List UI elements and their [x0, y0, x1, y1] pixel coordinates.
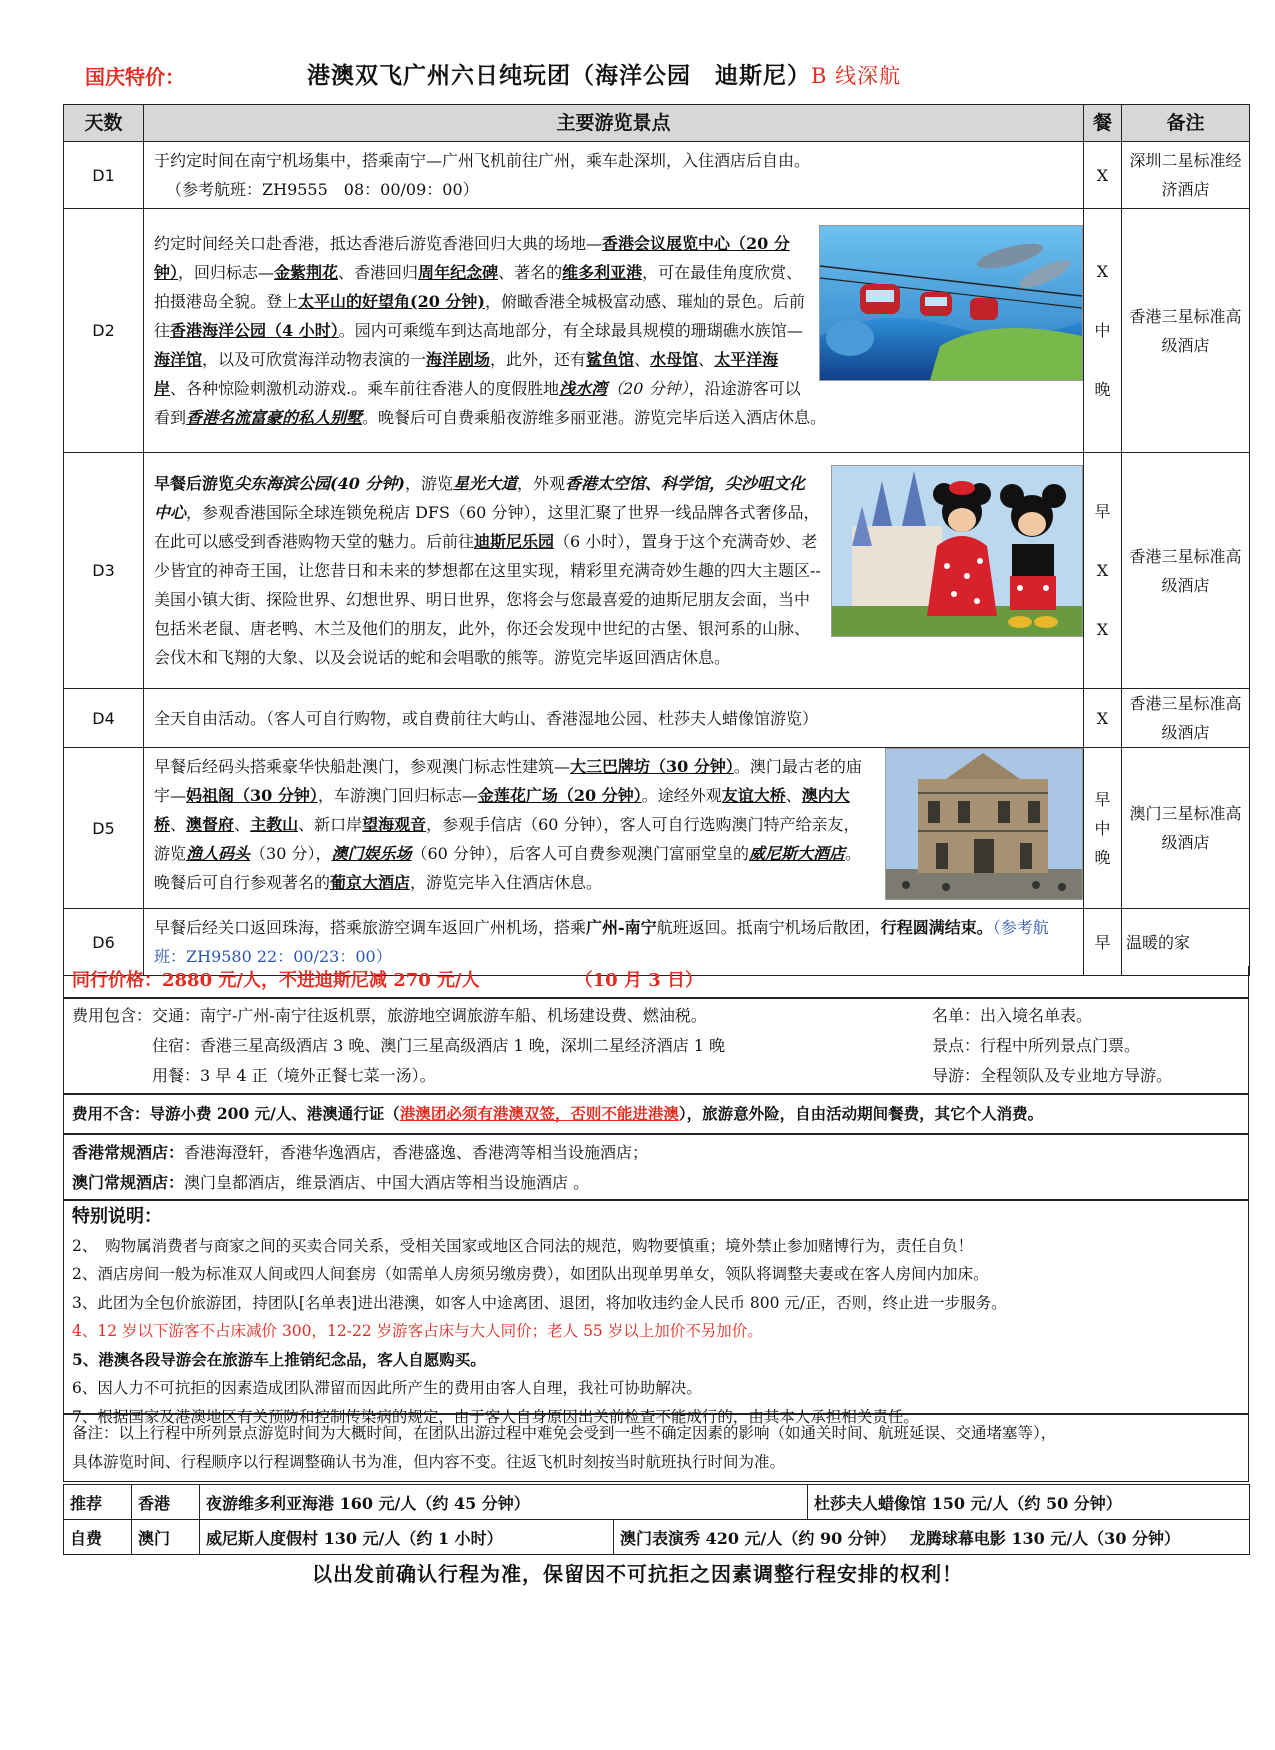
recommend-label: 推荐	[64, 1485, 132, 1520]
text-segment: ，此外，还有	[490, 350, 587, 369]
day-label: D4	[64, 689, 144, 748]
day-description	[144, 453, 1084, 689]
day-description	[144, 748, 1084, 909]
text-segment: ，以及可欣赏海洋动物表演的一	[202, 350, 427, 369]
note-item: 2、 购物属消费者与商家之间的买卖合同关系，受相关国家或地区合同法的规范，购物要慎重；境外禁止参加赌博行为，责任自负！	[72, 1236, 974, 1255]
table-header-row	[64, 105, 1250, 142]
meal-cell: X	[1084, 142, 1122, 209]
hk-hotels-label: 香港常规酒店：	[72, 1143, 185, 1162]
text-segment: 早餐后游览	[154, 474, 235, 493]
text-segment: 、	[698, 350, 715, 369]
meal-cell: 早	[1084, 909, 1122, 976]
sight-governor-house: 澳督府	[186, 815, 235, 834]
mo-hotels	[72, 1168, 1240, 1198]
included-transport: 交通：南宁-广州-南宁往返机票，旅游地空调旅游车船、机场建设费、燃油税。	[152, 1006, 707, 1025]
note-item-pricing: 4、12 岁以下游客不占床减价 300，12-22 岁游客占床与大人同价；老人 55 岁以上加价不另加价。	[72, 1322, 763, 1340]
meal-cell: X	[1084, 689, 1122, 748]
table-row-d3	[64, 453, 1250, 689]
desc-line: 于约定时间在南宁机场集中，搭乘南宁—广州飞机前往广州，乘车赴深圳，入住酒店后自由。	[154, 151, 811, 170]
table-row	[64, 1520, 1250, 1555]
region-mo: 澳门	[132, 1520, 200, 1555]
included-guide: 导游：全程领队及专业地方导游。	[932, 1066, 1173, 1085]
text-segment: （20 分钟）	[607, 379, 689, 398]
route-guangzhou-nanning: 广州-南宁	[586, 918, 657, 937]
footer-disclaimer: 以出发前确认行程为准，保留因不可抗拒之因素调整行程安排的权利！	[312, 1562, 963, 1586]
text-segment: （60 分钟），后客人可自费参观澳门富丽堂皇的	[411, 844, 749, 863]
sight-ocean-park: 香港海洋公园（4 小时）	[170, 321, 339, 340]
text-segment: 、	[234, 815, 251, 834]
day-description	[144, 142, 1084, 209]
hotel-note: 香港三星标准高级酒店	[1122, 689, 1250, 748]
peer-price: 同行价格：2880 元/人，不进迪斯尼减 270 元/人	[72, 970, 480, 991]
note-item: 6、因人力不可抗拒的因素造成团队滞留而因此所产生的费用由客人自理，我社可协助解决。	[72, 1379, 702, 1397]
text-segment: 、香港回归	[338, 263, 419, 282]
header-note: 备注	[1122, 105, 1250, 142]
title-text: 港澳双飞广州六日纯玩团（海洋公园 迪斯尼）	[307, 62, 811, 89]
day-label: D3	[64, 453, 144, 689]
recommend-label: 自费	[64, 1520, 132, 1555]
sight-casino: 澳门娱乐场	[331, 844, 412, 863]
remark-line: 备注：以上行程中所列景点游览时间为大概时间，在团队出游过程中难免会受到一些不确定因素的影响（如通关时间、航班延误、交通堵塞等），	[72, 1424, 1057, 1442]
text-segment: ，外观	[517, 474, 566, 493]
extra-mo-venetian: 威尼斯人度假村 130 元/人（约 1 小时）	[200, 1520, 614, 1555]
text-segment: 。园内可乘缆车到达高地部分，有全球最具规模的珊瑚礁水族馆—	[338, 321, 803, 340]
sight-avenue-of-stars: 星光大道	[453, 474, 518, 493]
fees-included	[63, 998, 1249, 1094]
table-row-d5	[64, 748, 1250, 909]
region-hk: 香港	[132, 1485, 200, 1520]
sight-monument: 周年纪念碑	[418, 263, 499, 282]
day-description	[144, 209, 1084, 453]
included-sights: 景点：行程中所列景点门票。	[932, 1036, 1141, 1055]
text-segment: ，车游澳门回归标志—	[317, 786, 478, 805]
included-label: 费用包含：	[72, 1006, 153, 1025]
excluded-text-a: 费用不含：导游小费 200 元/人、港澳通行证（	[72, 1104, 400, 1123]
special-notes-title: 特别说明：	[72, 1206, 162, 1227]
hotel-note: 深圳二星标准经济酒店	[1122, 142, 1250, 209]
text-segment: ，俯瞰香港全城极富动感、璀灿的景色。后前往	[154, 292, 806, 340]
sight-lotus-square: 金莲花广场（20 分钟）	[477, 786, 642, 805]
text-segment: ，沿途游客可以看到	[154, 379, 801, 427]
price-date: （10 月 3 日）	[574, 970, 703, 991]
text-segment: 。途经外观	[641, 786, 722, 805]
text-segment: 、各种惊险刺激机动游戏.。乘车前往香港人的度假胜地	[170, 379, 560, 398]
ocean-park-photo	[819, 225, 1083, 381]
breakfast: 早	[1094, 502, 1111, 521]
included-meals: 用餐：3 早 4 正（境外正餐七菜一汤）。	[152, 1066, 436, 1085]
disneyland-photo	[831, 465, 1083, 637]
hotel-note: 香港三星标准高级酒店	[1122, 209, 1250, 453]
sight-kun-iam: 望海观音	[362, 815, 427, 834]
sight-pacific-pier: 太平洋海岸	[154, 350, 779, 398]
sight-fishermans-wharf: 渔人码头	[186, 844, 251, 863]
extra-hk-harbour: 夜游维多利亚海港 160 元/人（约 45 分钟）	[200, 1485, 808, 1520]
meal-cell	[1084, 209, 1122, 453]
special-offer-label: 国庆特价：	[85, 65, 185, 89]
lunch: X	[1096, 561, 1109, 580]
text-segment: ，参观手信店（60 分钟），客人可自行选购澳门特产给亲友，游览	[154, 815, 860, 863]
sight-lisboa: 葡京大酒店	[330, 873, 411, 892]
remark	[63, 1414, 1249, 1482]
hk-hotels	[72, 1138, 1240, 1168]
sight-bishop-hill: 主教山	[250, 815, 299, 834]
text-segment: 、著名的	[498, 263, 563, 282]
extra-mo-show: 澳门表演秀 420 元/人（约 90 分钟）	[620, 1528, 896, 1548]
sight-space-museum: 香港太空馆、科学馆，尖沙咀文化中心	[154, 474, 806, 522]
text-segment: ，游览	[405, 474, 454, 493]
sight-tst-promenade: 尖东海滨公园(40 分钟)	[234, 474, 405, 493]
day-label: D2	[64, 209, 144, 453]
sight-peak: 太平山的好望角(20 分钟)	[298, 292, 485, 311]
included-line-2	[72, 1031, 1240, 1061]
dinner: 晚	[1094, 847, 1111, 867]
included-line-3	[72, 1061, 1240, 1091]
text-segment: 、	[170, 815, 187, 834]
text-segment: ，参观香港国际全球连锁免税店 DFS（60 分钟），这里汇聚了世界一线品牌各式奢侈品，在此可以感受到香港购物天堂的魅力。后前往	[154, 503, 820, 551]
remark-line: 具体游览时间、行程顺序以行程调整确认书为准，但内容不变。往返飞机时刻按当时航班执行时间为准。	[72, 1452, 786, 1471]
day-label: D1	[64, 142, 144, 209]
sight-shark: 鲨鱼馆	[586, 350, 635, 369]
table-row-d4	[64, 689, 1250, 748]
sight-macau-bridge: 澳内大桥	[154, 786, 850, 834]
mo-hotels-label: 澳门常规酒店：	[72, 1173, 185, 1192]
text-segment: 、	[785, 786, 802, 805]
itinerary-table	[63, 104, 1250, 976]
sight-a-ma-temple: 妈祖阁（30 分钟）	[186, 786, 318, 805]
header-meal: 餐	[1084, 105, 1122, 142]
text-segment: 。晚餐后可自费乘船夜游维多丽亚港。游览完毕后送入酒店休息。	[362, 408, 827, 427]
meal-cell	[1084, 453, 1122, 689]
day-label: D5	[64, 748, 144, 909]
header-sights: 主要游览景点	[144, 105, 1084, 142]
extra-mo-dome: 龙腾球幕电影 130 元/人（30 分钟）	[909, 1528, 1181, 1548]
text-segment: ，可在最佳角度欣赏、拍摄港岛全貌。登上	[154, 263, 803, 311]
table-row	[64, 1485, 1250, 1520]
meal-cell	[1084, 748, 1122, 909]
extra-hk-madame-tussauds: 杜莎夫人蜡像馆 150 元/人（约 50 分钟）	[808, 1485, 1250, 1520]
breakfast: 早	[1094, 789, 1111, 809]
regular-hotels	[63, 1134, 1249, 1200]
note-item: 3、此团为全包价旅游团，持团队[名单表]进出港澳，如客人中途离团、退团，将加收违约金人民币 800 元/正，否则，终止进一步服务。	[72, 1293, 1007, 1312]
header-day: 天数	[64, 105, 144, 142]
sight-friendship-bridge: 友谊大桥	[721, 786, 786, 805]
sight-golden-bauhinia: 金紫荆花	[274, 263, 339, 282]
table-row-d2	[64, 209, 1250, 453]
mo-hotels-text: 澳门皇都酒店，维景酒店、中国大酒店等相当设施酒店 。	[184, 1173, 590, 1192]
special-notes	[63, 1200, 1249, 1426]
dinner: X	[1096, 620, 1109, 639]
text-segment: （6 小时），置身于这个充满奇妙、老少皆宜的神奇王国，让您昔日和未来的梦想都在这里实现，精彩里充满奇妙生趣的四大主题区--美国小镇大街、探险世界、幻想世界、明日世界，您将会与您最喜爱的迪斯尼朋友会面，当中包括米老鼠、唐老鸭、木兰及他们的朋友，此外，你还会发现中世纪的古堡、银河系的山脉、会伐木和飞翔的大象、以及会说话的蛇和会唱歌的熊等。游览完毕返回酒店休息。	[154, 532, 821, 667]
hk-hotels-text: 香港海澄轩，香港华逸酒店，香港盛逸、香港湾等相当设施酒店；	[184, 1143, 649, 1162]
text-segment: 航班返回。抵南宁机场后散团，	[656, 918, 881, 937]
text-segment: 。澳门最古老的庙宇—	[154, 757, 862, 805]
text-segment: 早餐后经码头搭乘豪华快船赴澳门，参观澳门标志性建筑—	[154, 757, 571, 776]
flight-info: （参考航班：ZH9555 08：00/09：00）	[166, 180, 479, 199]
sight-disneyland: 迪斯尼乐园	[474, 532, 555, 551]
sight-venetian: 威尼斯大酒店	[748, 844, 845, 863]
lunch: 中	[1094, 818, 1111, 838]
header	[85, 55, 1225, 95]
fees-excluded	[63, 1094, 1249, 1134]
sight-victoria-harbour: 维多利亚港	[562, 263, 643, 282]
trip-end: 行程圆满结束。	[880, 918, 993, 937]
excluded-visa-warning: 港澳团必须有港澳双签，否则不能进港澳	[399, 1104, 679, 1123]
text-segment: 、	[634, 350, 651, 369]
text-segment: （30 分），	[250, 844, 332, 863]
extra-mo-shows	[614, 1520, 1250, 1555]
recommended-extras	[63, 1484, 1250, 1555]
sight-convention-centre: 香港会议展览中心（20 分钟）	[154, 234, 790, 282]
price-row	[63, 966, 1249, 998]
title-suffix: B 线深航	[811, 64, 902, 88]
note-item: 2、酒店房间一般为标准双人间或四人间套房（如需单人房须另缴房费），如团队出现单男单女，领队将调整夫妻或在客人房间内加床。	[72, 1265, 989, 1283]
sight-st-pauls: 大三巴牌坊（30 分钟）	[570, 757, 734, 776]
text-segment: 、新口岸	[298, 815, 363, 834]
breakfast: X	[1096, 262, 1109, 281]
text-segment: 约定时间经关口赴香港，抵达香港后游览香港回归大典的场地—	[154, 234, 603, 253]
included-lodging: 住宿：香港三星高级酒店 3 晚、澳门三星高级酒店 1 晚，深圳二星经济酒店 1 晚	[152, 1036, 726, 1055]
text-segment: 。晚餐后可自行参观著名的	[154, 844, 861, 892]
sight-jellyfish: 水母馆	[650, 350, 699, 369]
hotel-note: 澳门三星标准高级酒店	[1122, 748, 1250, 909]
flight-info: （参考航班：ZH9580 22：00/23：00）	[154, 918, 1049, 966]
sight-repulse-bay: 浅水湾	[559, 379, 608, 398]
day-label: D6	[64, 909, 144, 976]
table-row-d1	[64, 142, 1250, 209]
sight-villas: 香港名流富豪的私人别墅	[186, 408, 363, 427]
excluded-text-c: ），旅游意外险，自由活动期间餐费，其它个人消费。	[678, 1104, 1044, 1123]
included-namelist: 名单：出入境名单表。	[932, 1006, 1093, 1025]
day-description: 全天自由活动。（客人可自行购物，或自费前往大屿山、香港湿地公园、杜莎夫人蜡像馆游览）	[144, 689, 1084, 748]
text-segment: ，回归标志—	[178, 263, 275, 282]
text-segment: 早餐后经关口返回珠海，搭乘旅游空调车返回广州机场，搭乘	[154, 918, 587, 937]
note-item: 5、港澳各段导游会在旅游车上推销纪念品，客人自愿购买。	[72, 1349, 486, 1369]
ruins-of-st-paul-photo	[885, 748, 1083, 900]
dinner: 晚	[1094, 380, 1111, 399]
hotel-note: 温暖的家	[1122, 909, 1250, 976]
sight-aquarium: 海洋馆	[154, 350, 203, 369]
page-title	[307, 57, 901, 90]
included-line-1	[72, 1001, 1240, 1031]
note-item: 7、根据国家及港澳地区有关预防和控制传染病的规定，由于客人自身原因出关前检查不能成行的，由其本人承担相关责任。	[72, 1407, 919, 1426]
text-segment: ，游览完毕入住酒店休息。	[410, 873, 603, 892]
hotel-note: 香港三星标准高级酒店	[1122, 453, 1250, 689]
lunch: 中	[1094, 321, 1111, 340]
sight-theatre: 海洋剧场	[426, 350, 491, 369]
